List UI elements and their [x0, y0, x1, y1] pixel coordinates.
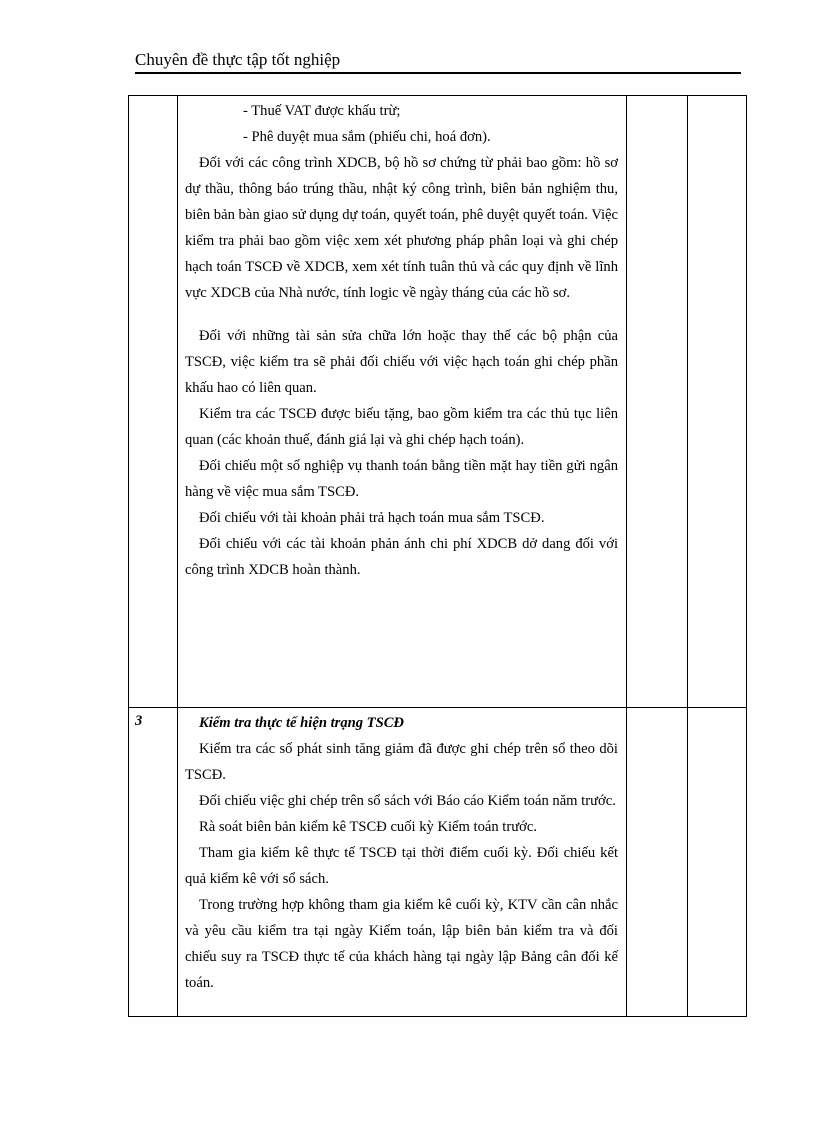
content-cell: [178, 96, 627, 708]
paragraph: Kiểm tra các số phát sinh tăng giảm đã được ghi chép trên sổ theo dõi TSCĐ.: [185, 741, 618, 783]
content-cell: [178, 708, 627, 1017]
row-number-cell: [129, 96, 178, 708]
paragraph: Đối chiếu với tài khoản phải trả hạch toán mua sắm TSCĐ.: [199, 510, 545, 526]
empty-cell: [688, 708, 747, 1017]
empty-cell: [627, 708, 688, 1017]
procedure-table: [128, 95, 747, 1017]
bullet-item: - Phê duyệt mua sắm (phiếu chi, hoá đơn).: [243, 129, 491, 145]
paragraph: Đối chiếu một số nghiệp vụ thanh toán bằng tiền mặt hay tiền gửi ngân hàng về việc mua sắm TSCĐ.: [185, 458, 618, 500]
paragraph: Đối chiếu với các tài khoản phản ánh chi phí XDCB dở dang đối với công trình XDCB hoàn thành.: [185, 536, 618, 578]
paragraph: Trong trường hợp không tham gia kiểm kê cuối kỳ, KTV cần cân nhắc và yêu cầu kiểm tra tại ngày Kiểm toán, lập biên bản kiểm tra và đối chiếu suy ra TSCĐ thực tế của khách hàng tại ngày lập Bảng cân đối kế toán.: [185, 897, 618, 991]
paragraph: Đối với các công trình XDCB, bộ hồ sơ chứng từ phải bao gồm: hồ sơ dự thầu, thông báo trúng thầu, nhật ký công trình, biên bản nghiệm thu, biên bản bàn giao sử dụng dự toán, quyết toán, phê duyệt quyết toán. Việc kiểm tra phải bao gồm việc xem xét phương pháp phân loại và ghi chép hạch toán TSCĐ về XDCB, xem xét tính tuân thủ và các quy định về lĩnh vực XDCB của Nhà nước, tính logic về ngày tháng của các hồ sơ.: [185, 155, 618, 301]
content-block: [178, 96, 626, 583]
paragraph: Rà soát biên bản kiểm kê TSCĐ cuối kỳ Kiểm toán trước.: [199, 819, 537, 835]
table-row: [129, 96, 747, 708]
page-header: [135, 48, 741, 74]
row-number-cell: [129, 708, 178, 1017]
header-title: Chuyên đề thực tập tốt nghiệp: [135, 50, 341, 69]
empty-cell: [627, 96, 688, 708]
empty-cell: [688, 96, 747, 708]
row-number: 3: [135, 713, 143, 729]
paragraph: Kiểm tra các TSCĐ được biếu tặng, bao gồm kiểm tra các thủ tục liên quan (các khoản thuế, đánh giá lại và ghi chép hạch toán).: [185, 406, 618, 448]
paragraph: Đối với những tài sản sửa chữa lớn hoặc thay thế các bộ phận của TSCĐ, việc kiểm tra sẽ phải đối chiếu với việc hạch toán ghi chép phần khấu hao có liên quan.: [185, 328, 618, 396]
paragraph: Tham gia kiểm kê thực tế TSCĐ tại thời điểm cuối kỳ. Đối chiếu kết quả kiểm kê với sổ sách.: [185, 845, 618, 887]
bullet-item: - Thuế VAT được khấu trừ;: [243, 103, 401, 119]
table-row: [129, 708, 747, 1017]
paragraph: Đối chiếu việc ghi chép trên sổ sách với Báo cáo Kiểm toán năm trước.: [199, 793, 616, 809]
content-block: [178, 708, 626, 996]
section-title: Kiểm tra thực tế hiện trạng TSCĐ: [199, 715, 404, 731]
